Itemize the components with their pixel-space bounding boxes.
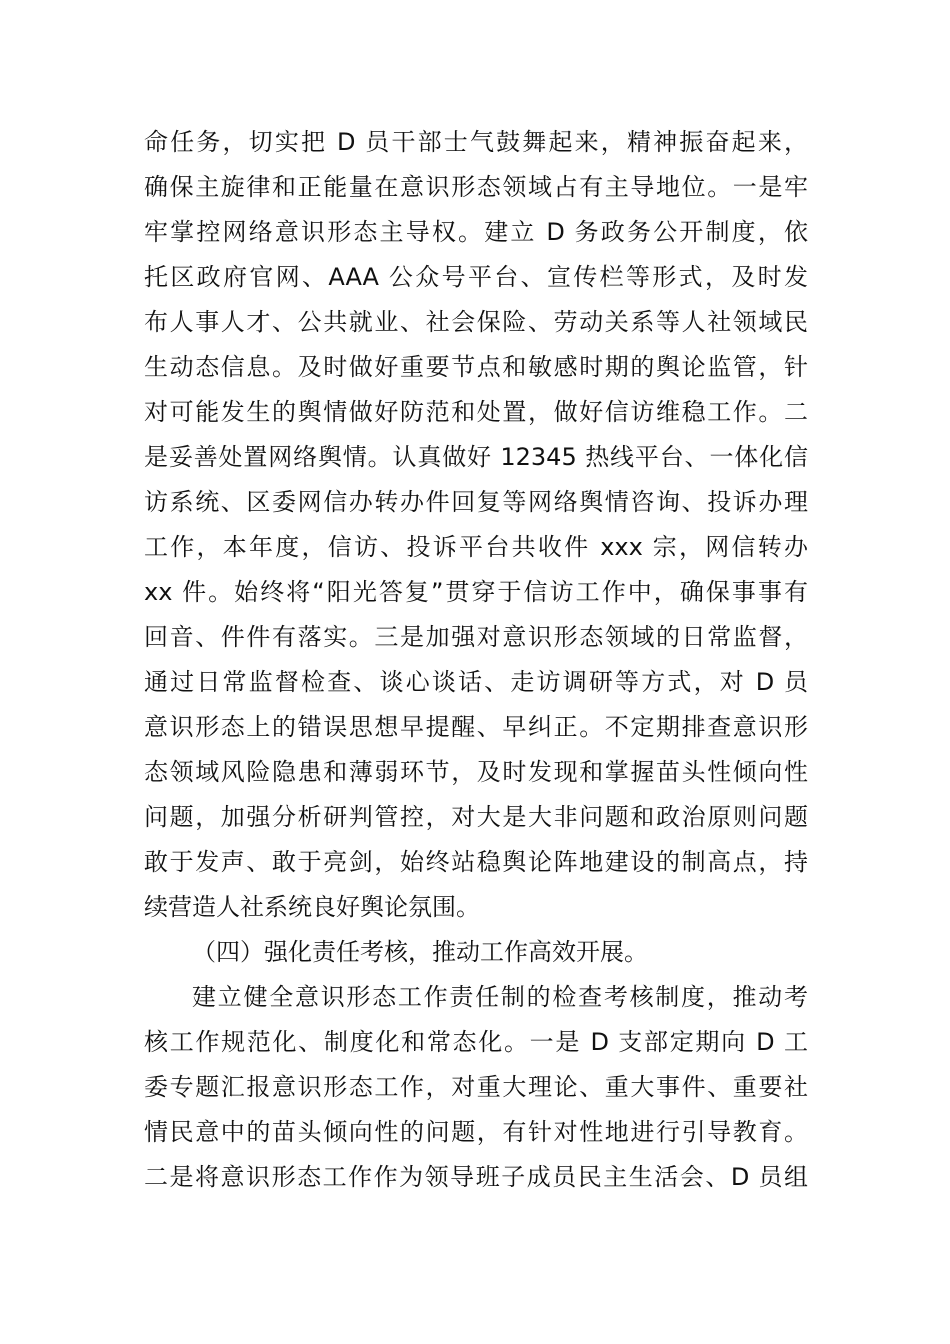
text-line: 访系统、区委网信办转办件回复等网络舆情咨询、投诉办理: [144, 488, 808, 516]
text-line: 敢于发声、敢于亮剑，始终站稳舆论阵地建设的制高点，持: [144, 848, 808, 876]
text-line: 意识形态上的错误思想早提醒、早纠正。不定期排查意识形: [144, 713, 808, 741]
text-line: 布人事人才、公共就业、社会保险、劳动关系等人社领域民: [144, 308, 808, 336]
text-line: 问题，加强分析研判管控，对大是大非问题和政治原则问题: [144, 803, 808, 831]
text-line: 通过日常监督检查、谈心谈话、走访调研等方式，对 D 员: [144, 668, 808, 696]
text-line: 回音、件件有落实。三是加强对意识形态领域的日常监督，: [144, 623, 808, 651]
text-line: 建立健全意识形态工作责任制的检查考核制度，推动考: [192, 983, 808, 1011]
text-line: 二是将意识形态工作作为领导班子成员民主生活会、D 员组: [144, 1163, 808, 1191]
text-line: 生动态信息。及时做好重要节点和敏感时期的舆论监管，针: [144, 353, 808, 381]
text-line: 托区政府官网、AAA 公众号平台、宣传栏等形式，及时发: [144, 263, 808, 291]
text-line: 委专题汇报意识形态工作，对重大理论、重大事件、重要社: [144, 1073, 808, 1101]
text-line: 对可能发生的舆情做好防范和处置，做好信访维稳工作。二: [144, 398, 808, 426]
text-line: 工作，本年度，信访、投诉平台共收件 xxx 宗，网信转办: [144, 533, 808, 561]
text-line: 核工作规范化、制度化和常态化。一是 D 支部定期向 D 工: [144, 1028, 808, 1056]
section-heading: （四）强化责任考核，推动工作高效开展。: [192, 938, 648, 966]
text-line: 是妥善处置网络舆情。认真做好 12345 热线平台、一体化信: [144, 443, 808, 471]
text-line: 情民意中的苗头倾向性的问题，有针对性地进行引导教育。: [144, 1118, 808, 1146]
text-line: 态领域风险隐患和薄弱环节，及时发现和掌握苗头性倾向性: [144, 758, 808, 786]
text-line: xx 件。始终将“阳光答复”贯穿于信访工作中，确保事事有: [144, 578, 808, 606]
text-line: 续营造人社系统良好舆论氛围。: [144, 893, 480, 921]
text-line: 确保主旋律和正能量在意识形态领域占有主导地位。一是牢: [144, 173, 808, 201]
text-line: 牢掌控网络意识形态主导权。建立 D 务政务公开制度，依: [144, 218, 808, 246]
text-line: 命任务，切实把 D 员干部士气鼓舞起来，精神振奋起来，: [144, 128, 808, 156]
